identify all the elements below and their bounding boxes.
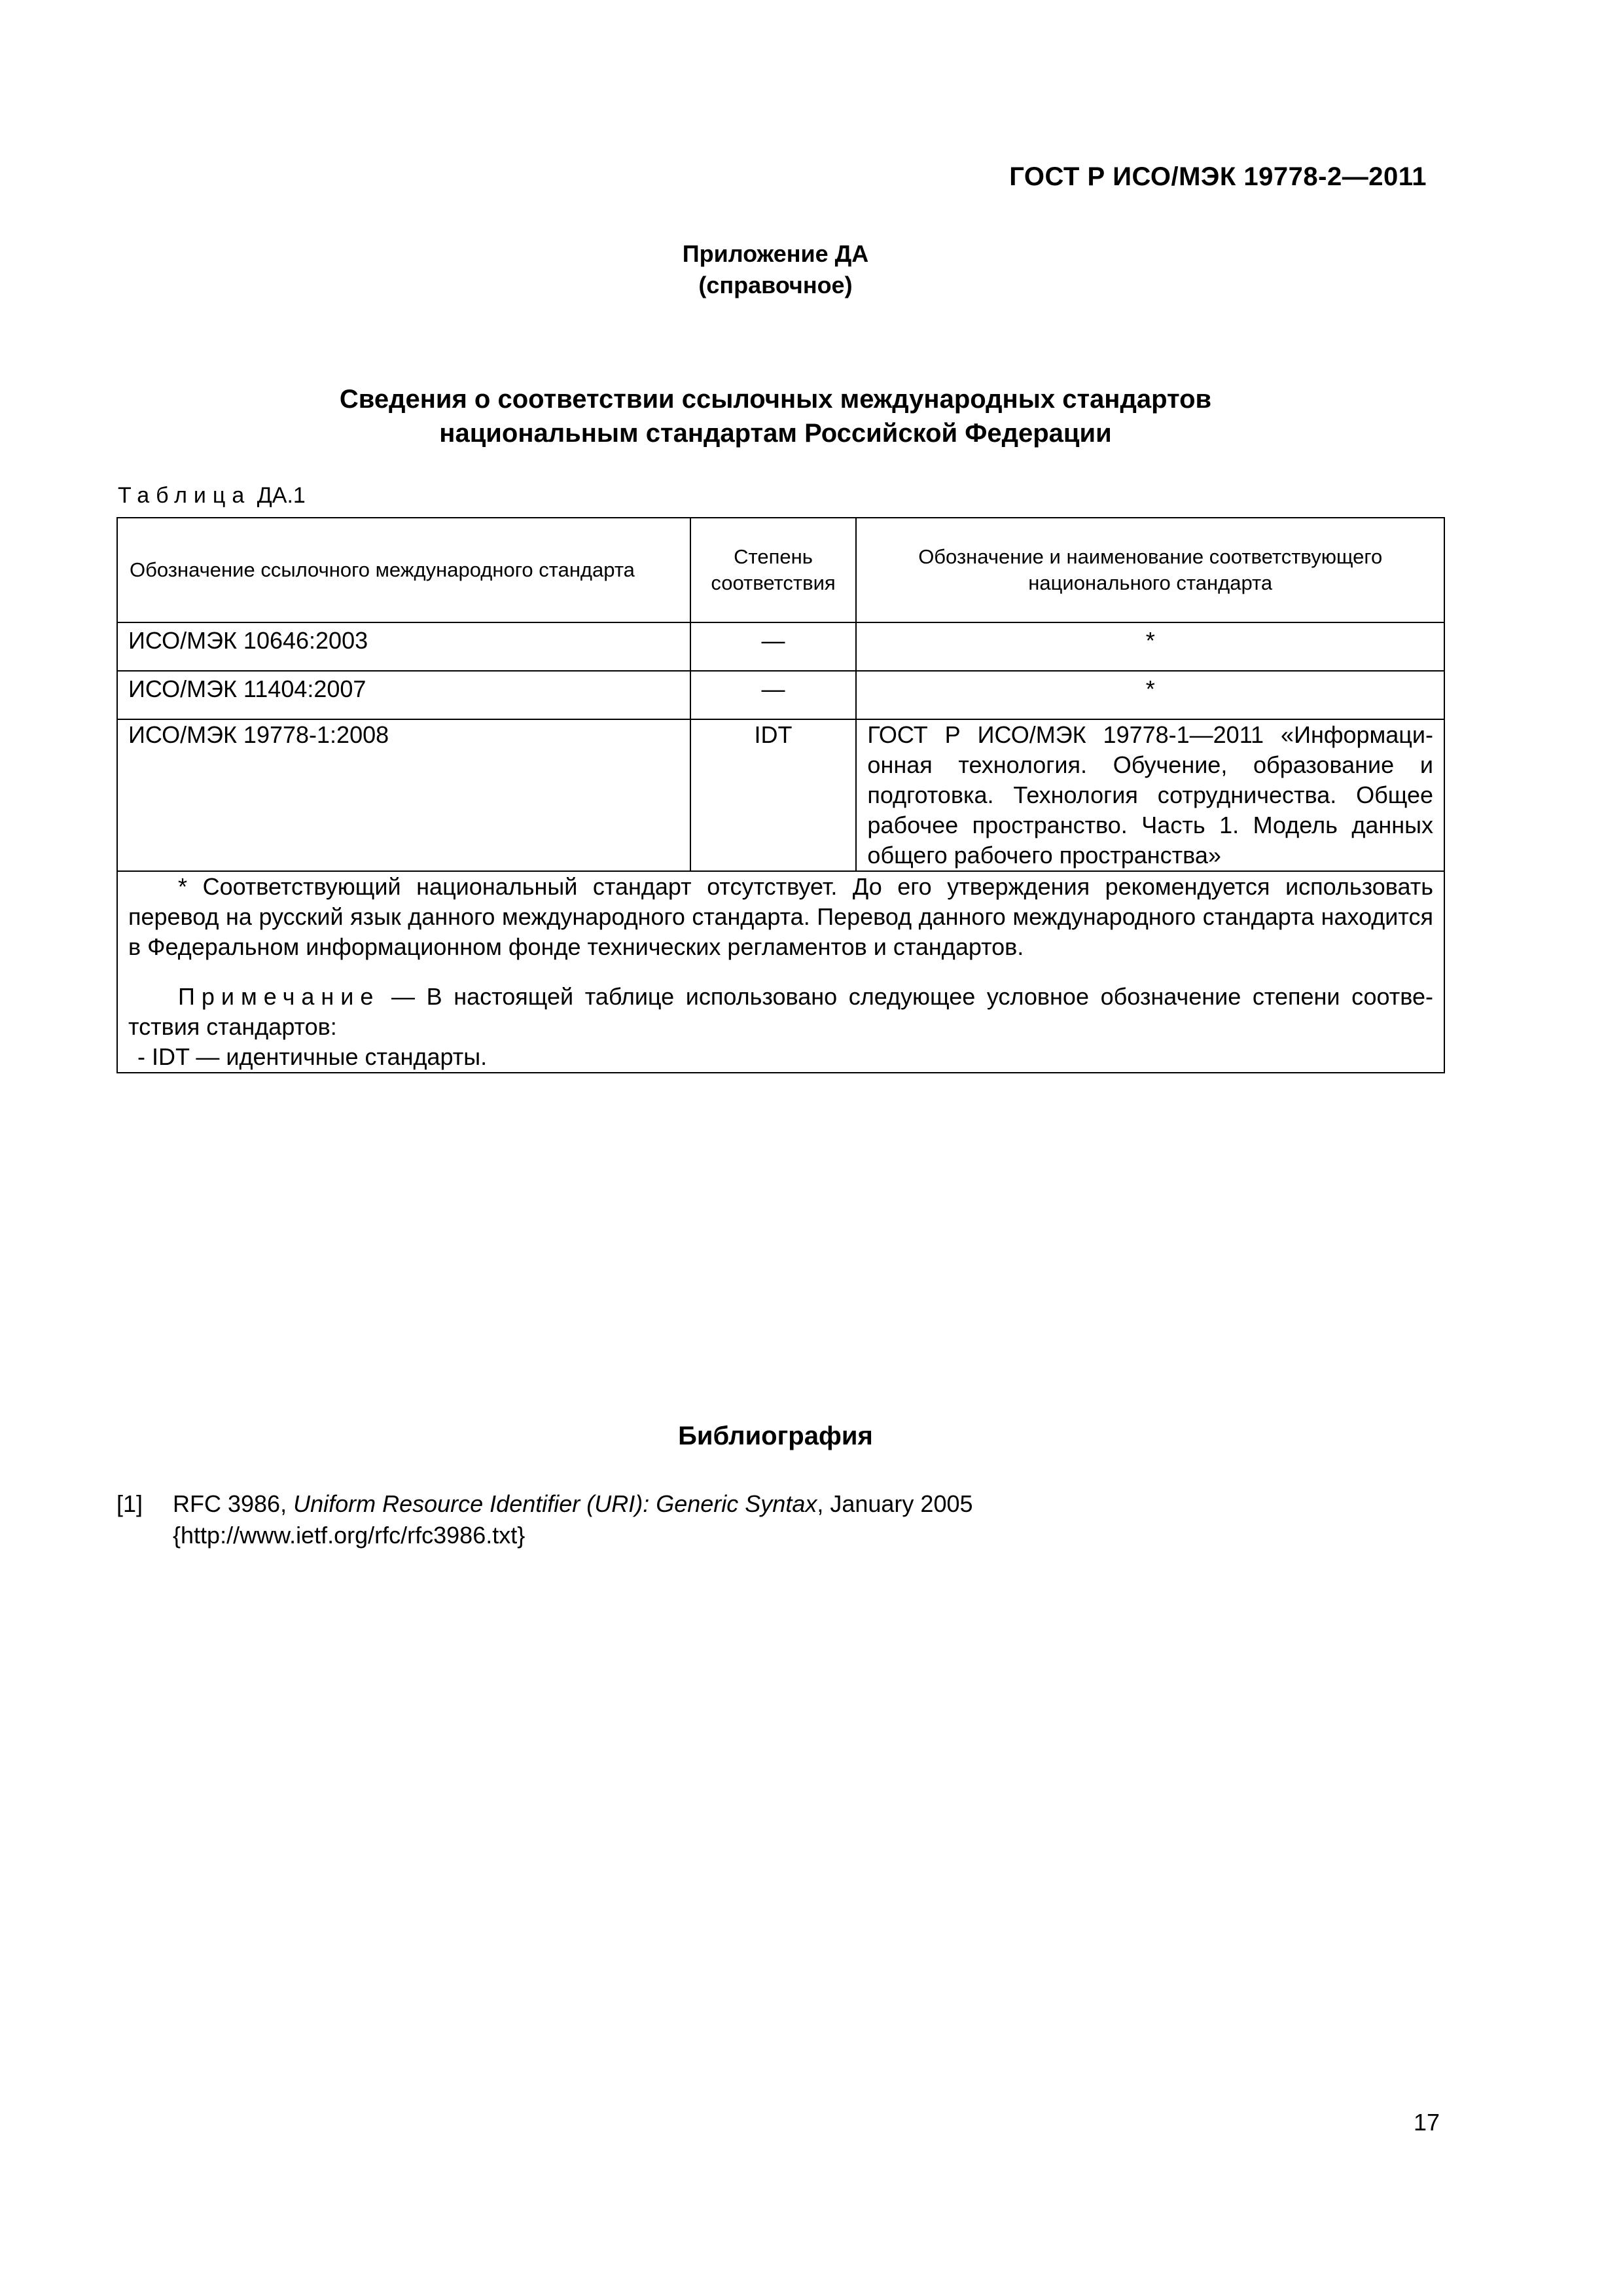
header-national-line-2: национального стандарта xyxy=(1028,571,1273,594)
header-national-line-1: Обозначение и наименование соответствующего xyxy=(918,545,1383,568)
cell-degree: IDT xyxy=(690,719,857,871)
table-note-label: Примечание xyxy=(178,983,380,1010)
bibliography-item-url: {http://www.ietf.org/rfc/rfc3986.txt} xyxy=(173,1522,526,1549)
table-note-item: - IDT — идентичные стандарты. xyxy=(137,1043,488,1070)
standards-correspondence-table xyxy=(116,517,1445,1073)
bibliography-item-number: [1] xyxy=(116,1490,143,1517)
bibliography-item-prefix: RFC 3986, xyxy=(173,1490,294,1517)
header-degree-line-2: соответствия xyxy=(711,571,836,594)
header-international-standard: Обозначение ссылочного международного стандарта xyxy=(117,518,690,622)
table-row xyxy=(117,622,1444,671)
table-note-text: — В настоящей таблице использовано следующее условное обозначение степени соответствия стандартов: xyxy=(128,983,1433,1040)
cell-degree: — xyxy=(690,671,857,719)
cell-standard: ИСО/МЭК 11404:2007 xyxy=(117,671,690,719)
table-footnote: * Соответствующий национальный стандарт отсутствует. До его утверждения рекомендуется использовать перевод на русский язык данного международного стандарта. Перевод данного международного стандарта находится в Федеральном информационном фонде технических регламентов и стандартов. xyxy=(128,873,1433,960)
table-note xyxy=(128,982,1433,1042)
table-header-row xyxy=(117,518,1444,622)
section-title-line-1: Сведения о соответствии ссылочных международных стандартов xyxy=(339,385,1212,414)
section-title-line-2: национальным стандартам Российской Федерации xyxy=(439,419,1112,448)
bibliography-item-text xyxy=(173,1488,1220,1551)
bibliography-item-suffix: , January 2005 xyxy=(817,1490,973,1517)
cell-national: * xyxy=(856,622,1444,671)
cell-national: ГОСТ Р ИСО/МЭК 19778-1—2011 «Информационная технология. Обучение, образование и подготовка. Технология сотрудничества. Общее рабочее пространство. Часть 1. Модель данных общего рабочего пространства» xyxy=(856,719,1444,871)
bibliography-item-citation xyxy=(173,1488,1220,1520)
table-row xyxy=(117,719,1444,871)
header-national-standard xyxy=(856,518,1444,622)
header-degree-of-correspondence xyxy=(690,518,857,622)
section-title xyxy=(0,382,1551,450)
table-caption-number: ДА.1 xyxy=(257,483,306,508)
document-code-header: ГОСТ Р ИСО/МЭК 19778-2—2011 xyxy=(1009,162,1427,191)
table-notes-row xyxy=(117,871,1444,1073)
bibliography-item-title: Uniform Resource Identifier (URI): Generic Syntax xyxy=(293,1490,817,1517)
annex-status: (справочное) xyxy=(698,272,853,298)
cell-standard: ИСО/МЭК 10646:2003 xyxy=(117,622,690,671)
table-caption xyxy=(118,483,306,509)
page-number: 17 xyxy=(1413,2109,1440,2136)
header-degree-line-1: Степень xyxy=(734,545,813,568)
annex-title: Приложение ДА xyxy=(682,240,869,267)
table-caption-word: Таблица xyxy=(118,483,251,508)
cell-degree: — xyxy=(690,622,857,671)
cell-standard: ИСО/МЭК 19778-1:2008 xyxy=(117,719,690,871)
bibliography-title: Библиография xyxy=(678,1422,873,1450)
cell-national: * xyxy=(856,671,1444,719)
table-notes-cell xyxy=(117,871,1444,1073)
table-row xyxy=(117,671,1444,719)
